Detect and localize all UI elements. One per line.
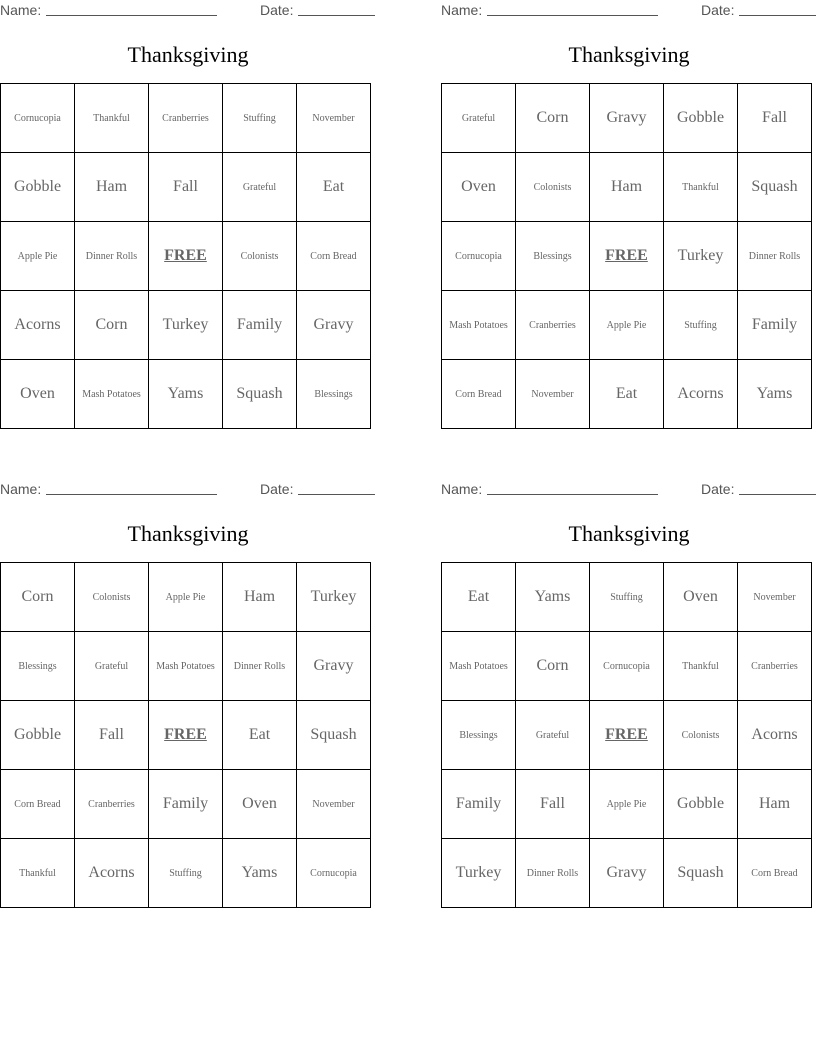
bingo-grid: [0, 562, 371, 908]
bingo-cell: Gravy: [297, 291, 371, 360]
bingo-cell: Yams: [738, 360, 812, 429]
bingo-cell: Cornucopia: [297, 839, 371, 908]
bingo-cell: Ham: [75, 153, 149, 222]
card-header: [441, 479, 816, 501]
bingo-cell: Oven: [442, 153, 516, 222]
bingo-cell: Ham: [223, 563, 297, 632]
bingo-cell: Apple Pie: [590, 770, 664, 839]
bingo-card: [0, 479, 376, 919]
card-title: Thanksgiving: [568, 521, 690, 546]
bingo-card: [441, 0, 816, 440]
bingo-cell: Family: [149, 770, 223, 839]
bingo-cell: Colonists: [516, 153, 590, 222]
bingo-cell: Dinner Rolls: [223, 632, 297, 701]
free-space: FREE: [590, 222, 664, 291]
bingo-cell: Dinner Rolls: [75, 222, 149, 291]
name-label: Name:: [0, 2, 42, 18]
name-label: Name:: [441, 481, 483, 497]
bingo-cell: Cornucopia: [442, 222, 516, 291]
bingo-cell: Acorns: [1, 291, 75, 360]
bingo-cell: Mash Potatoes: [442, 291, 516, 360]
bingo-cell: Fall: [149, 153, 223, 222]
bingo-cell: Corn Bread: [738, 839, 812, 908]
bingo-cell: Turkey: [664, 222, 738, 291]
bingo-cell: Dinner Rolls: [516, 839, 590, 908]
bingo-cell: Gobble: [1, 701, 75, 770]
bingo-cell: Gravy: [590, 84, 664, 153]
bingo-cell: Dinner Rolls: [738, 222, 812, 291]
bingo-cell: Corn: [516, 84, 590, 153]
bingo-cell: Squash: [664, 839, 738, 908]
bingo-cell: November: [516, 360, 590, 429]
bingo-cell: Thankful: [664, 632, 738, 701]
bingo-cell: Oven: [664, 563, 738, 632]
bingo-cell: Gobble: [664, 84, 738, 153]
bingo-cell: Stuffing: [223, 84, 297, 153]
bingo-cell: Blessings: [442, 701, 516, 770]
date-label: Date:: [701, 481, 735, 497]
bingo-cell: Turkey: [442, 839, 516, 908]
date-blank-line: [298, 494, 375, 495]
bingo-cell: Stuffing: [590, 563, 664, 632]
bingo-cell: Grateful: [516, 701, 590, 770]
name-label: Name:: [441, 2, 483, 18]
bingo-cell: Cranberries: [516, 291, 590, 360]
bingo-cell: November: [738, 563, 812, 632]
date-label: Date:: [260, 481, 294, 497]
bingo-cell: Colonists: [223, 222, 297, 291]
bingo-cell: Apple Pie: [590, 291, 664, 360]
bingo-cell: Cornucopia: [590, 632, 664, 701]
bingo-cell: Corn: [75, 291, 149, 360]
bingo-cell: Ham: [590, 153, 664, 222]
bingo-cell: Fall: [738, 84, 812, 153]
bingo-cell: Corn: [1, 563, 75, 632]
card-title: Thanksgiving: [127, 42, 249, 67]
bingo-cell: Eat: [297, 153, 371, 222]
name-blank-line: [46, 15, 217, 16]
bingo-cell: Cranberries: [75, 770, 149, 839]
bingo-cell: Gravy: [297, 632, 371, 701]
bingo-cell: Ham: [738, 770, 812, 839]
bingo-cell: Turkey: [149, 291, 223, 360]
bingo-cell: Gravy: [590, 839, 664, 908]
bingo-cell: Thankful: [1, 839, 75, 908]
bingo-cell: Colonists: [664, 701, 738, 770]
bingo-cell: Mash Potatoes: [442, 632, 516, 701]
bingo-cell: Stuffing: [664, 291, 738, 360]
date-label: Date:: [701, 2, 735, 18]
bingo-cell: Acorns: [738, 701, 812, 770]
bingo-cell: Squash: [223, 360, 297, 429]
name-blank-line: [46, 494, 217, 495]
bingo-cell: Fall: [516, 770, 590, 839]
bingo-cell: Fall: [75, 701, 149, 770]
bingo-cell: Colonists: [75, 563, 149, 632]
bingo-grid: [441, 83, 812, 429]
date-blank-line: [739, 494, 816, 495]
bingo-cell: Mash Potatoes: [149, 632, 223, 701]
name-blank-line: [487, 15, 658, 16]
bingo-cell: Oven: [223, 770, 297, 839]
bingo-cell: Family: [442, 770, 516, 839]
bingo-cell: Eat: [590, 360, 664, 429]
bingo-cell: November: [297, 84, 371, 153]
bingo-grid: [0, 83, 371, 429]
name-label: Name:: [0, 481, 42, 497]
bingo-cell: Family: [223, 291, 297, 360]
bingo-cell: Eat: [223, 701, 297, 770]
bingo-cell: Grateful: [442, 84, 516, 153]
bingo-grid: [441, 562, 812, 908]
bingo-cell: Thankful: [75, 84, 149, 153]
bingo-cell: Grateful: [223, 153, 297, 222]
bingo-cell: Eat: [442, 563, 516, 632]
card-header: [0, 479, 376, 501]
card-header: [441, 0, 816, 22]
bingo-cell: Corn: [516, 632, 590, 701]
bingo-cell: Cranberries: [149, 84, 223, 153]
card-header: [0, 0, 376, 22]
date-blank-line: [739, 15, 816, 16]
free-space: FREE: [149, 701, 223, 770]
bingo-cell: Thankful: [664, 153, 738, 222]
free-space: FREE: [590, 701, 664, 770]
bingo-cell: Blessings: [516, 222, 590, 291]
bingo-card: [0, 0, 376, 440]
bingo-cell: Apple Pie: [1, 222, 75, 291]
bingo-card: [441, 479, 816, 919]
bingo-cell: Cranberries: [738, 632, 812, 701]
bingo-cell: Apple Pie: [149, 563, 223, 632]
date-label: Date:: [260, 2, 294, 18]
date-blank-line: [298, 15, 375, 16]
bingo-cell: Family: [738, 291, 812, 360]
bingo-cell: Squash: [738, 153, 812, 222]
bingo-cell: Cornucopia: [1, 84, 75, 153]
bingo-cell: Corn Bread: [1, 770, 75, 839]
bingo-cell: Blessings: [297, 360, 371, 429]
free-space: FREE: [149, 222, 223, 291]
bingo-cell: Oven: [1, 360, 75, 429]
bingo-cell: Corn Bread: [297, 222, 371, 291]
bingo-cell: Acorns: [664, 360, 738, 429]
bingo-cell: Grateful: [75, 632, 149, 701]
bingo-cell: Blessings: [1, 632, 75, 701]
card-title: Thanksgiving: [568, 42, 690, 67]
bingo-cell: Gobble: [1, 153, 75, 222]
bingo-cell: Gobble: [664, 770, 738, 839]
bingo-cell: Mash Potatoes: [75, 360, 149, 429]
card-title: Thanksgiving: [127, 521, 249, 546]
bingo-cell: Yams: [223, 839, 297, 908]
bingo-cell: November: [297, 770, 371, 839]
bingo-cell: Yams: [149, 360, 223, 429]
name-blank-line: [487, 494, 658, 495]
bingo-cell: Acorns: [75, 839, 149, 908]
bingo-cell: Stuffing: [149, 839, 223, 908]
bingo-cell: Squash: [297, 701, 371, 770]
bingo-cell: Turkey: [297, 563, 371, 632]
bingo-cell: Yams: [516, 563, 590, 632]
bingo-cell: Corn Bread: [442, 360, 516, 429]
